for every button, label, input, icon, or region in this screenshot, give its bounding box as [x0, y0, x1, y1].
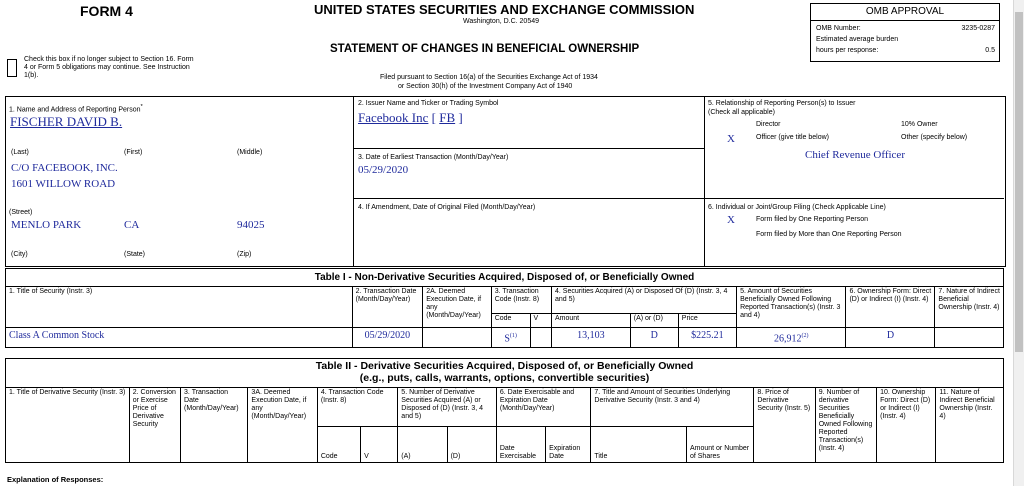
explanation-heading: Explanation of Responses: [7, 475, 104, 484]
t2-sub-code: Code [317, 427, 360, 463]
address-line2: 1601 WILLOW ROAD [11, 178, 116, 190]
t2-sub-a: (A) [398, 427, 447, 463]
omb-number-label: OMB Number: [816, 25, 861, 32]
t2-h-exercisable: 6. Date Exercisable and Expiration Date (Month/Day/Year) [496, 388, 591, 427]
agency-location: Washington, D.C. 20549 [463, 18, 540, 25]
table-row [6, 328, 1004, 348]
box5-label1: 5. Relationship of Reporting Person(s) to Issuer [708, 100, 856, 107]
reporting-person-section [5, 96, 1006, 267]
t2-sub-expiration: Expiration Date [546, 427, 591, 463]
t1-h-amount-owned: 5. Amount of Securities Beneficially Owned Following Reported Transaction(s) (Instr. 3 and 4) [737, 287, 846, 328]
one-person-label: Form filed by One Reporting Person [756, 216, 869, 223]
t2-sub-exercisable: Date Exercisable [496, 427, 545, 463]
t1-row-code: $S^{(1)}$ [491, 328, 530, 348]
t2-h-deemed: 3A. Deemed Execution Date, if any (Month/Day/Year) [248, 388, 317, 463]
scrollbar-thumb[interactable] [1015, 12, 1023, 352]
address-line1: C/O FACEBOOK, INC. [11, 162, 118, 174]
omb-hours-value: 0.5 [985, 47, 995, 54]
omb-approval-box [810, 3, 1000, 62]
vertical-scrollbar[interactable] [1013, 0, 1024, 486]
t1-sub-amount: Amount [552, 314, 631, 328]
omb-burden-label: Estimated average burden [816, 36, 899, 43]
last-label: (Last) [11, 149, 29, 156]
agency-title: UNITED STATES SECURITIES AND EXCHANGE COMMISSION [314, 2, 695, 17]
city-label: (City) [11, 251, 28, 258]
t2-h-code: 4. Transaction Code (Instr. 8) [317, 388, 397, 427]
box3-label: 3. Date of Earliest Transaction (Month/Day/Year) [358, 154, 509, 161]
omb-hours-label: hours per response: [816, 47, 879, 54]
t1-h-acquired: 4. Securities Acquired (A) or Disposed Of (D) (Instr. 3, 4 and 5) [552, 287, 737, 314]
filed-pursuant-line2: or Section 30(h) of the Investment Company Act of 1940 [398, 83, 573, 90]
t1-row-form: D [846, 328, 935, 348]
one-person-check-mark: X [727, 214, 735, 226]
officer-check-mark: X [727, 133, 735, 145]
t2-h-date: 3. Transaction Date (Month/Day/Year) [181, 388, 248, 463]
t1-h-title: 1. Title of Security (Instr. 3) [6, 287, 353, 328]
zip-label: (Zip) [237, 251, 252, 258]
omb-title: OMB APPROVAL [811, 4, 999, 21]
t2-sub-shares: Amount or Number of Shares [686, 427, 753, 463]
other-label: Other (specify below) [901, 134, 968, 141]
omb-number-value: 3235-0287 [961, 25, 995, 32]
t2-sub-v: V [361, 427, 398, 463]
t2-sub-d: (D) [447, 427, 496, 463]
t2-h-conversion: 2. Conversion or Exercise Price of Derivative Security [129, 388, 180, 463]
t2-h-title: 1. Title of Derivative Security (Instr. 3) [6, 388, 130, 463]
state-label: (State) [124, 251, 146, 258]
officer-title: Chief Revenue Officer [805, 149, 905, 161]
t1-h-code: 3. Transaction Code (Instr. 8) [491, 287, 551, 314]
t2-h-nature: 11. Nature of Indirect Beneficial Ownership (Instr. 4) [936, 388, 1004, 463]
t2-h-underlying: 7. Title and Amount of Securities Underlying Derivative Security (Instr. 3 and 4) [591, 388, 754, 427]
t1-h-date: 2. Transaction Date (Month/Day/Year) [352, 287, 423, 328]
t1-h-nature: 7. Nature of Indirect Beneficial Ownership (Instr. 4) [935, 287, 1004, 328]
earliest-transaction-date: 05/29/2020 [358, 164, 409, 176]
t1-sub-code: Code [491, 314, 530, 328]
t1-row-title: Class A Common Stock [6, 328, 353, 348]
issuer-name-link[interactable]: Facebook Inc [358, 110, 429, 125]
checkbox-instructions: Check this box if no longer subject to Section 16. Form 4 or Form 5 obligations may continue. See Instruction 1(b). [24, 56, 194, 79]
table-ii [5, 358, 1004, 463]
state-value: CA [124, 219, 140, 231]
officer-label: Officer (give title below) [756, 134, 830, 141]
table-ii-title: Table II - Derivative Securities Acquired, Disposed of, or Beneficially Owned (e.g., puts, calls, warrants, options, convertible securities) [6, 359, 1004, 388]
t1-row-owned: 26,912$^{(2)}$ [737, 328, 846, 348]
box5-label2: (Check all applicable) [708, 109, 775, 116]
t2-h-ownership-form: 10. Ownership Form: Direct (D) or Indirect (I) (Instr. 4) [877, 388, 936, 463]
t1-sub-price: Price [678, 314, 736, 328]
filed-pursuant-line1: Filed pursuant to Section 16(a) of the Securities Exchange Act of 1934 [380, 74, 598, 81]
zip-value: 94025 [237, 219, 265, 231]
box4-label: 4. If Amendment, Date of Original Filed (Month/Day/Year) [358, 204, 536, 211]
t2-h-number-owned: 9. Number of derivative Securities Beneficially Owned Following Reported Transaction(s) (Instr. 4) [815, 388, 876, 463]
issuer-line: Facebook Inc [ FB ] [358, 110, 463, 125]
t2-h-number: 5. Number of Derivative Securities Acquired (A) or Disposed of (D) (Instr. 3, 4 and 5) [398, 388, 497, 427]
t1-h-deemed: 2A. Deemed Execution Date, if any (Month/Day/Year) [423, 287, 492, 328]
more-person-label: Form filed by More than One Reporting Person [756, 231, 902, 238]
form-name: FORM 4 [80, 3, 133, 19]
table-i-title: Table I - Non-Derivative Securities Acquired, Disposed of, or Beneficially Owned [6, 269, 1004, 287]
city-value: MENLO PARK [11, 219, 82, 231]
reporting-person-name-link[interactable]: FISCHER DAVID B. [10, 114, 123, 129]
box1-label: 1. Name and Address of Reporting Person* [9, 104, 143, 114]
t2-sub-title: Title [591, 427, 687, 463]
no-longer-subject-checkbox[interactable] [7, 59, 17, 77]
t1-row-amount: 13,103 [552, 328, 631, 348]
street-label: (Street) [9, 209, 33, 216]
t1-h-ownership-form: 6. Ownership Form: Direct (D) or Indirect (I) (Instr. 4) [846, 287, 935, 328]
ticker-link[interactable]: FB [439, 110, 456, 125]
t1-row-ad: D [630, 328, 678, 348]
director-label: Director [756, 121, 781, 128]
t1-row-date: 05/29/2020 [352, 328, 423, 348]
t1-row-price: $225.21 [678, 328, 736, 348]
middle-label: (Middle) [237, 149, 263, 156]
t1-sub-ad: (A) or (D) [630, 314, 678, 328]
table-i [5, 268, 1004, 348]
statement-title: STATEMENT OF CHANGES IN BENEFICIAL OWNERSHIP [330, 43, 640, 55]
t1-sub-v: V [530, 314, 551, 328]
ten-percent-owner-label: 10% Owner [901, 121, 938, 128]
box2-label: 2. Issuer Name and Ticker or Trading Symbol [358, 100, 499, 107]
box6-label: 6. Individual or Joint/Group Filing (Check Applicable Line) [708, 204, 886, 211]
first-label: (First) [124, 149, 143, 156]
t2-h-price: 8. Price of Derivative Security (Instr. 5) [754, 388, 815, 463]
